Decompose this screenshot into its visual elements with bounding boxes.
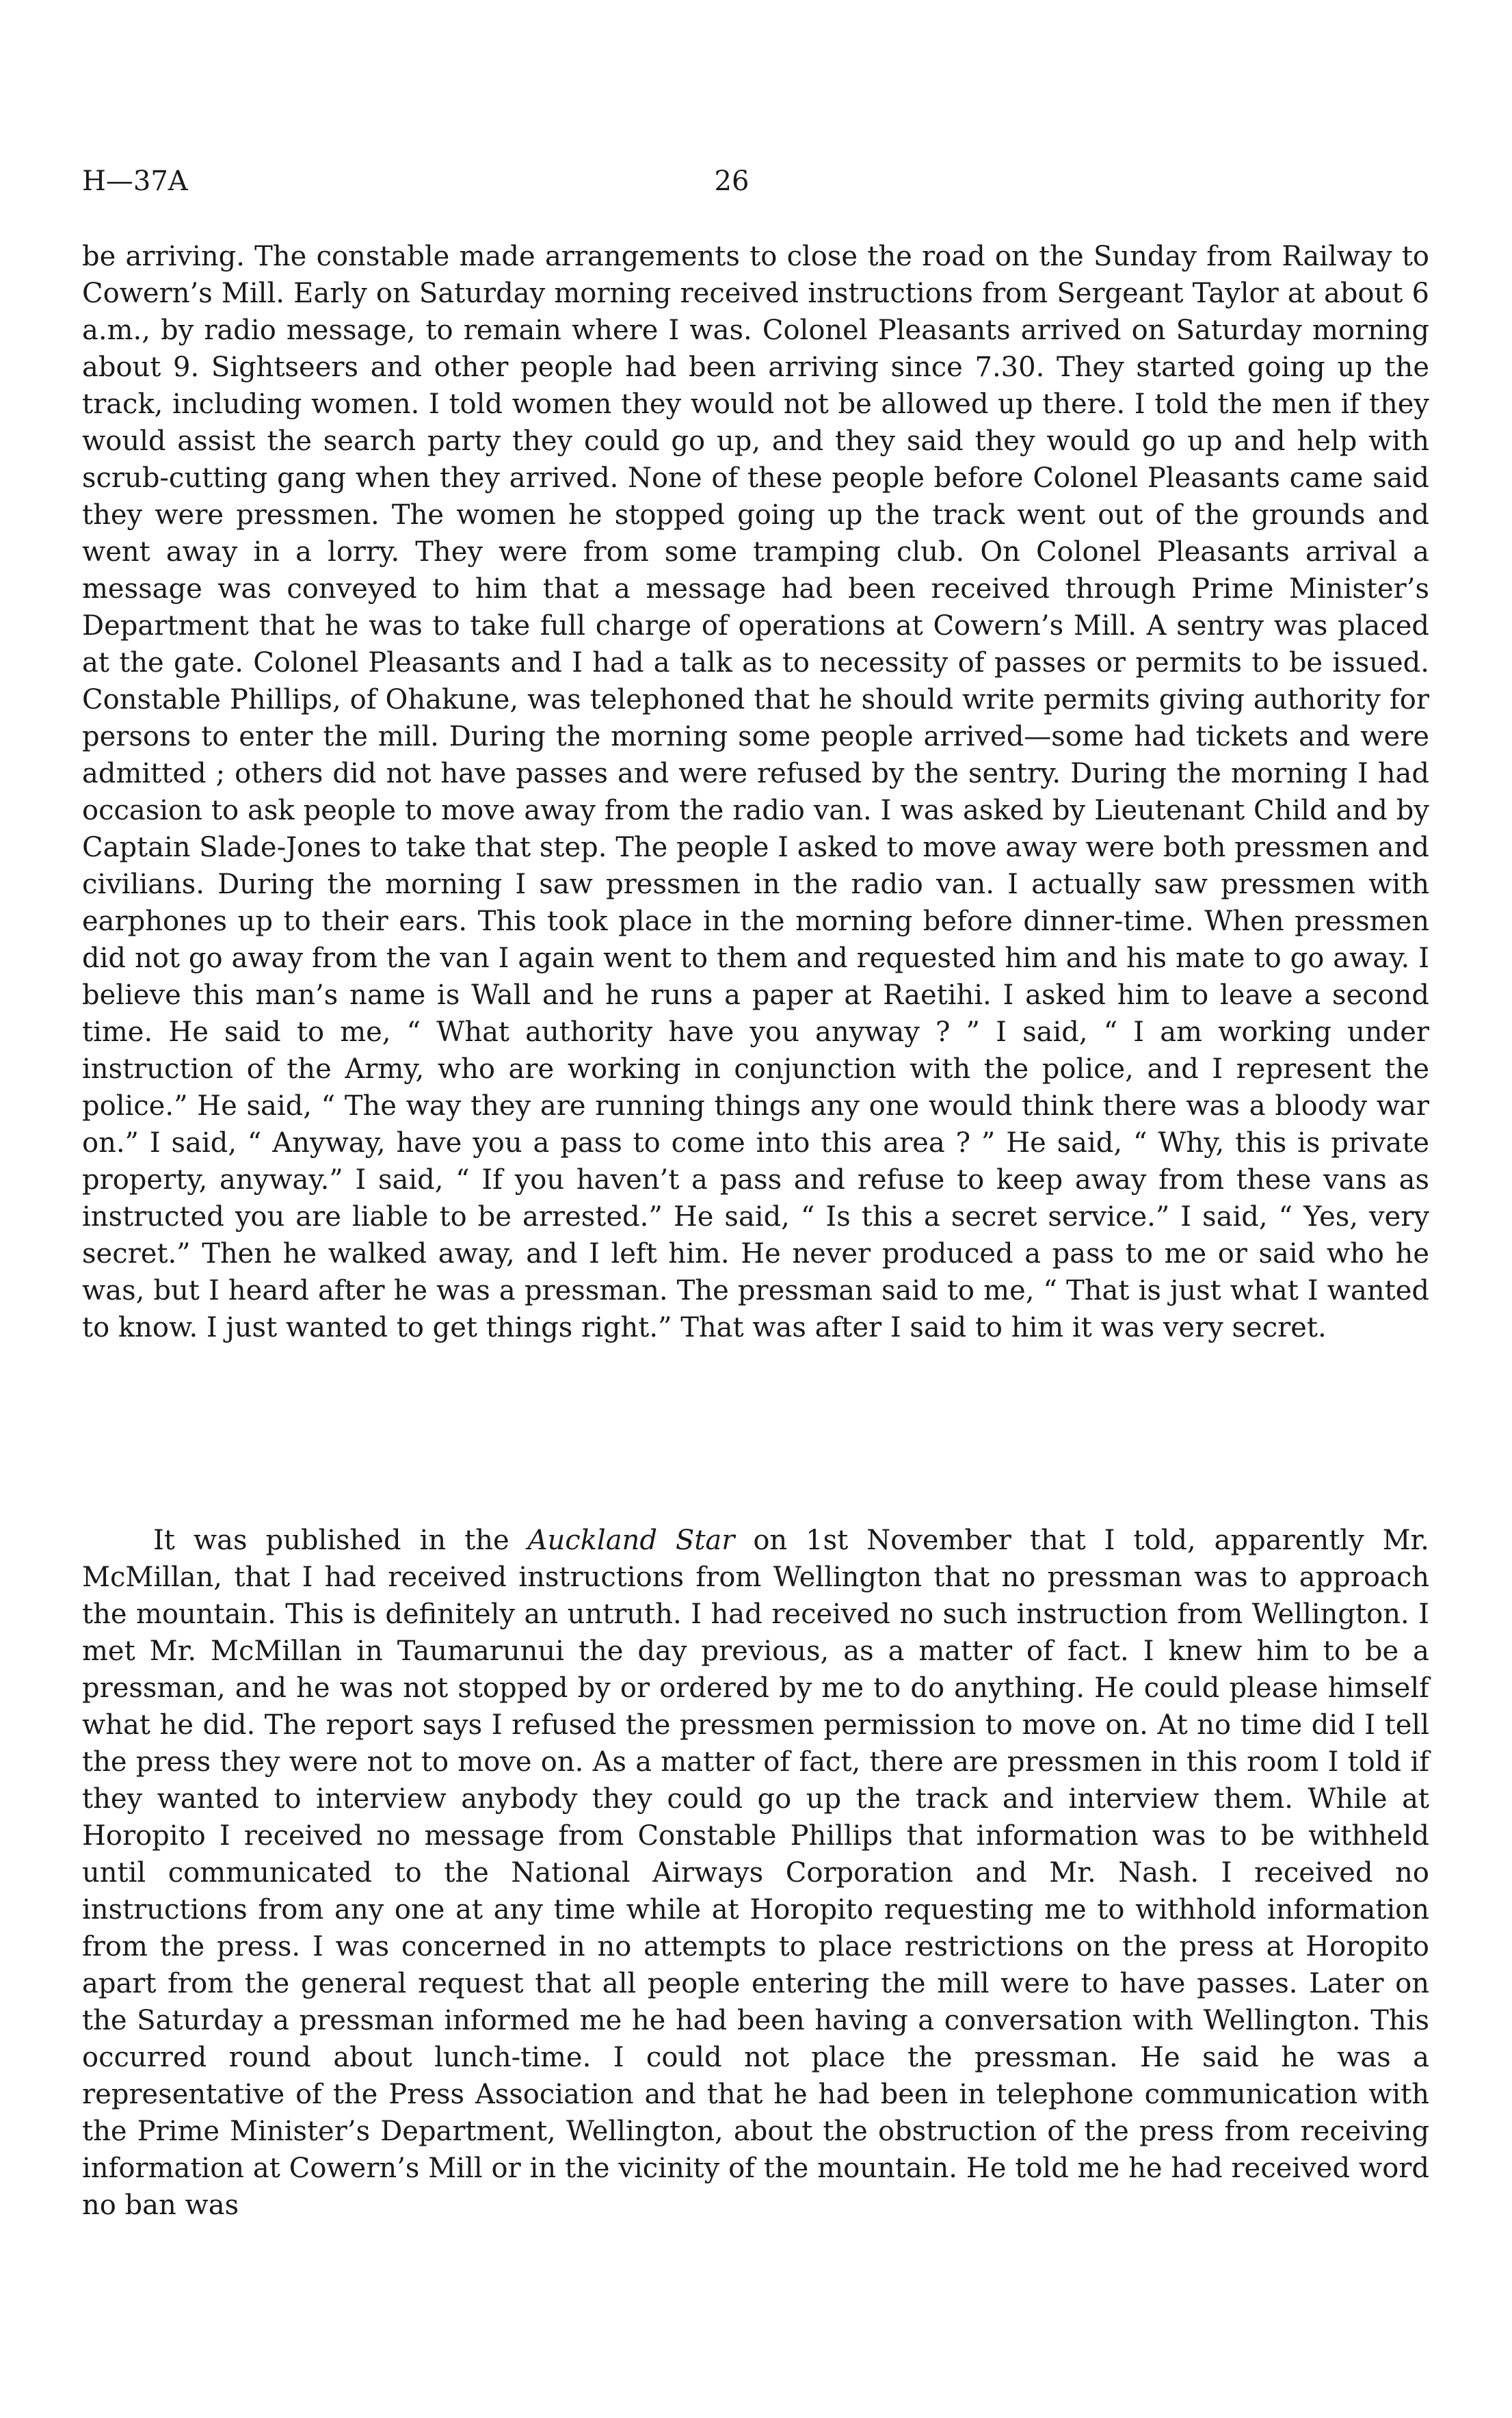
page-header <box>82 161 1429 202</box>
paragraph-2-text-after: on 1st November that I told, apparently Mr. McMillan, that I had received instructions from Wellington that no pressman was to approach the mountain. This is definitely an untruth. I had received no such instruction from Wellington. I met Mr. McMillan in Taumarunui the day previous, as a matter of fact. I knew him to be a pressman, and he was not stopped by or ordered by me to do anything. He could please himself what he did. The report says I refused the pressmen permission to move on. At no time did I tell the press they were not to move on. As a matter of fact, there are pressmen in this room I told if they wanted to interview anybody they could go up the track and interview them. While at Horopito I received no message from Constable Phillips that information was to be withheld until communicated to the National Airways Corporation and Mr. Nash. I received no instructions from any one at any time while at Horopito requesting me to withhold information from the press. I was concerned in no attempts to place restrictions on the press at Horopito apart from the general request that all people entering the mill were to have passes. Later on the Saturday a pressman informed me he had been having a conversation with Wellington. This occurred round about lunch-time. I could not place the pressman. He said he was a representative of the Press Association and that he had been in telephone communication with the Prime Minister’s Department, Wellington, about the obstruction of the press from receiving information at Cowern’s Mill or in the vicinity of the mountain. He told me he had received word no ban was <box>82 1525 1429 2221</box>
newspaper-title: Auckland Star <box>527 1525 735 1556</box>
paragraph-testimony-2 <box>82 1522 1429 2224</box>
paragraph-testimony-1: be arriving. The constable made arrangements to close the road on the Sunday from Railway to Cowern’s Mill. Early on Saturday morning received instructions from Sergeant Taylor at about 6 a.m., by radio message, to remain where I was. Colonel Pleasants arrived on Saturday morning about 9. Sightseers and other people had been arriving since 7.30. They started going up the track, including women. I told women they would not be allowed up there. I told the men if they would assist the search party they could go up, and they said they would go up and help with scrub-cutting gang when they arrived. None of these people before Colonel Pleasants came said they were pressmen. The women he stopped going up the track went out of the grounds and went away in a lorry. They were from some tramping club. On Colonel Pleasants arrival a message was conveyed to him that a message had been received through Prime Minister’s Department that he was to take full charge of operations at Cowern’s Mill. A sentry was placed at the gate. Colonel Pleasants and I had a talk as to necessity of passes or permits to be issued. Constable Phillips, of Ohakune, was telephoned that he should write permits giving authority for persons to enter the mill. During the morning some people arrived—some had tickets and were admitted ; others did not have passes and were refused by the sentry. During the morning I had occasion to ask people to move away from the radio van. I was asked by Lieutenant Child and by Captain Slade-Jones to take that step. The people I asked to move away were both pressmen and civilians. During the morning I saw pressmen in the radio van. I actually saw pressmen with earphones up to their ears. This took place in the morning before dinner-time. When pressmen did not go away from the van I again went to them and requested him and his mate to go away. I believe this man’s name is Wall and he runs a paper at Raetihi. I asked him to leave a second time. He said to me, “ What authority have you anyway ? ” I said, “ I am working under instruction of the Army, who are working in conjunction with the police, and I represent the police.” He said, “ The way they are running things any one would think there was a bloody war on.” I said, “ Anyway, have you a pass to come into this area ? ” He said, “ Why, this is private property, anyway.” I said, “ If you haven’t a pass and refuse to keep away from these vans as instructed you are liable to be arrested.” He said, “ Is this a secret service.” I said, “ Yes, very secret.” Then he walked away, and I left him. He never produced a pass to me or said who he was, but I heard after he was a pressman. The pressman said to me, “ That is just what I wanted to know. I just wanted to get things right.” That was after I said to him it was very secret. <box>82 241 1429 1343</box>
paragraph-2-text-before: It was published in the <box>153 1525 528 1556</box>
page-number: 26 <box>714 166 750 197</box>
document-code: H—37A <box>82 166 188 197</box>
